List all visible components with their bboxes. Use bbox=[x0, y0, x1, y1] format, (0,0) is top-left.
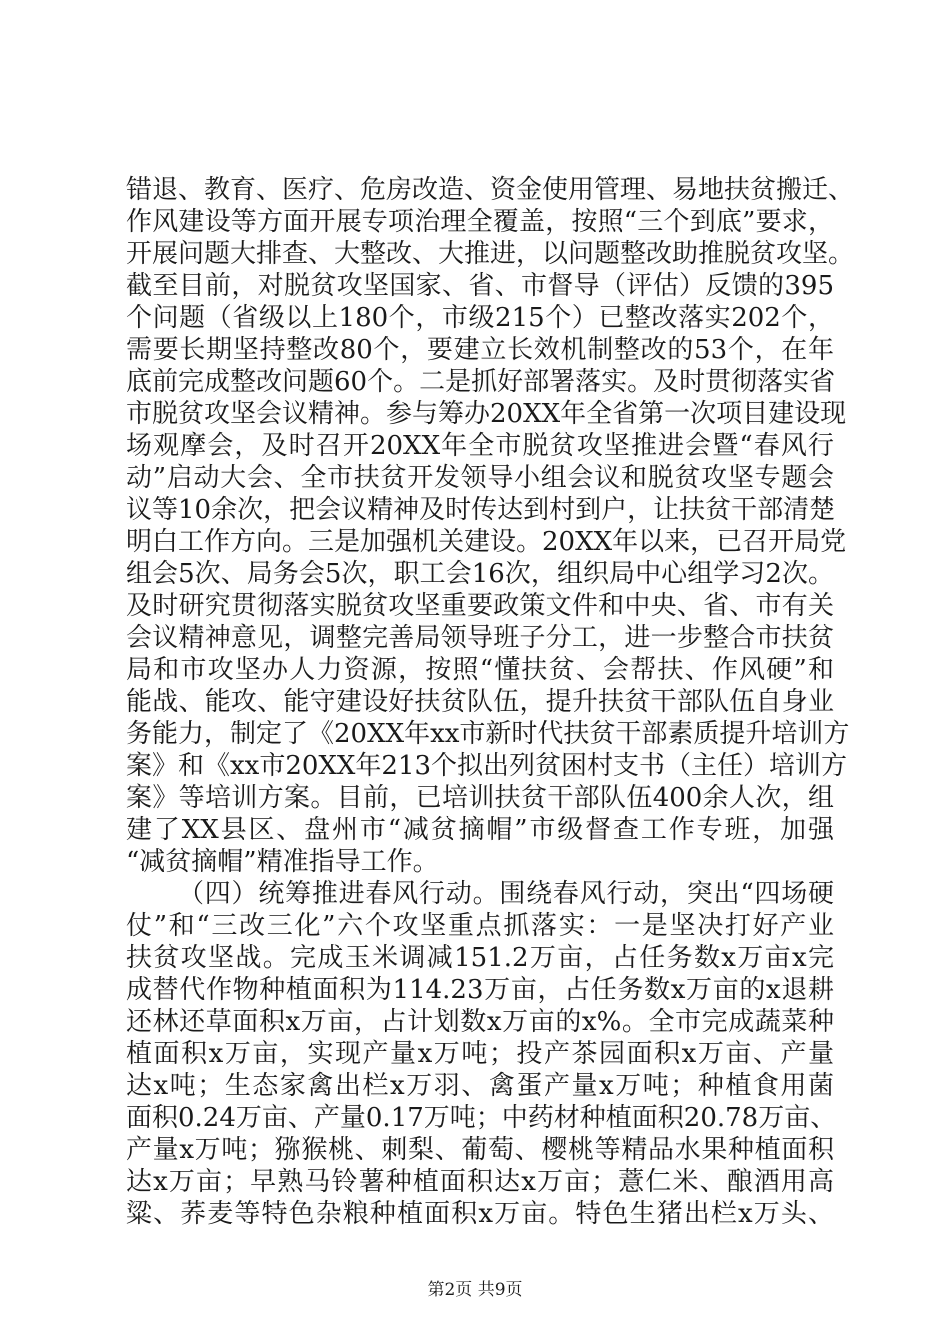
text-line: 扶贫攻坚战。完成玉米调减151.2万亩，占任务数x万亩x完 bbox=[126, 943, 834, 973]
text-line: 底前完成整改问题60个。二是抓好部署落实。及时贯彻落实省 bbox=[126, 367, 836, 397]
text-line: 作风建设等方面开展专项治理全覆盖，按照“三个到底”要求， bbox=[126, 207, 834, 237]
text-line: 市脱贫攻坚会议精神。参与筹办20XX年全省第一次项目建设现 bbox=[126, 399, 847, 429]
text-line: 组会5次、局务会5次，职工会16次，组织局中心组学习2次。 bbox=[126, 559, 834, 589]
page-number: 第2页 共9页 bbox=[427, 1280, 523, 1300]
document-body bbox=[126, 174, 855, 1230]
text-line: 及时研究贯彻落实脱贫攻坚重要政策文件和中央、省、市有关 bbox=[126, 591, 834, 621]
text-line: 错退、教育、医疗、危房改造、资金使用管理、易地扶贫搬迁、 bbox=[126, 175, 855, 205]
text-line: 开展问题大排查、大整改、大推进，以问题整改助推脱贫攻坚。 bbox=[126, 239, 855, 269]
text-line: 个问题（省级以上180个，市级215个）已整改落实202个， bbox=[126, 303, 834, 333]
text-line: 粱、荞麦等特色杂粮种植面积x万亩。特色生猪出栏x万头、 bbox=[126, 1199, 834, 1229]
text-line: 动”启动大会、全市扶贫开发领导小组会议和脱贫攻坚专题会 bbox=[126, 463, 834, 493]
text-line: 案》和《xx市20XX年213个拟出列贫困村支书（主任）培训方 bbox=[126, 751, 848, 781]
text-line: 务能力，制定了《20XX年xx市新时代扶贫干部素质提升培训方 bbox=[126, 719, 850, 749]
text-line: 会议精神意见，调整完善局领导班子分工，进一步整合市扶贫 bbox=[126, 623, 834, 653]
text-line: 成替代作物种植面积为114.23万亩，占任务数x万亩的x退耕 bbox=[126, 975, 834, 1005]
text-line: 建了XX县区、盘州市“减贫摘帽”市级督查工作专班，加强 bbox=[126, 815, 834, 845]
text-line: 场观摩会，及时召开20XX年全市脱贫攻坚推进会暨“春风行 bbox=[126, 431, 834, 461]
text-line: 截至目前，对脱贫攻坚国家、省、市督导（评估）反馈的395 bbox=[126, 271, 834, 301]
paragraph-2 bbox=[126, 878, 837, 1230]
text-line: 面积0.24万亩、产量0.17万吨；中药材种植面积20.78万亩、 bbox=[126, 1103, 837, 1133]
text-line: 产量x万吨；猕猴桃、刺梨、葡萄、樱桃等精品水果种植面积 bbox=[126, 1135, 834, 1165]
text-line: 明白工作方向。三是加强机关建设。20XX年以来，已召开局党 bbox=[126, 527, 847, 557]
text-line: 植面积x万亩，实现产量x万吨；投产茶园面积x万亩、产量 bbox=[126, 1039, 834, 1069]
text-line: 达x吨；生态家禽出栏x万羽、禽蛋产量x万吨；种植食用菌 bbox=[126, 1071, 834, 1101]
text-line: 议等10余次，把会议精神及时传达到村到户，让扶贫干部清楚 bbox=[126, 495, 836, 525]
text-line: 还林还草面积x万亩，占计划数x万亩的x%。全市完成蔬菜种 bbox=[126, 1007, 834, 1037]
text-line: 需要长期坚持整改80个，要建立长效机制整改的53个，在年 bbox=[126, 335, 834, 365]
text-line: 能战、能攻、能守建设好扶贫队伍，提升扶贫干部队伍自身业 bbox=[126, 687, 834, 717]
text-line: 仗”和“三改三化”六个攻坚重点抓落实：一是坚决打好产业 bbox=[126, 911, 834, 941]
text-line: “减贫摘帽”精准指导工作。 bbox=[126, 847, 439, 877]
page-footer bbox=[0, 1275, 950, 1300]
text-line: 案》等培训方案。目前，已培训扶贫干部队伍400余人次，组 bbox=[126, 783, 834, 813]
text-line: 达x万亩；早熟马铃薯种植面积达x万亩；薏仁米、酿酒用高 bbox=[126, 1167, 834, 1197]
text-line: 局和市攻坚办人力资源，按照“懂扶贫、会帮扶、作风硬”和 bbox=[126, 655, 834, 685]
paragraph-1 bbox=[126, 174, 855, 878]
text-line: （四）统筹推进春风行动。围绕春风行动，突出“四场硬 bbox=[178, 879, 834, 909]
